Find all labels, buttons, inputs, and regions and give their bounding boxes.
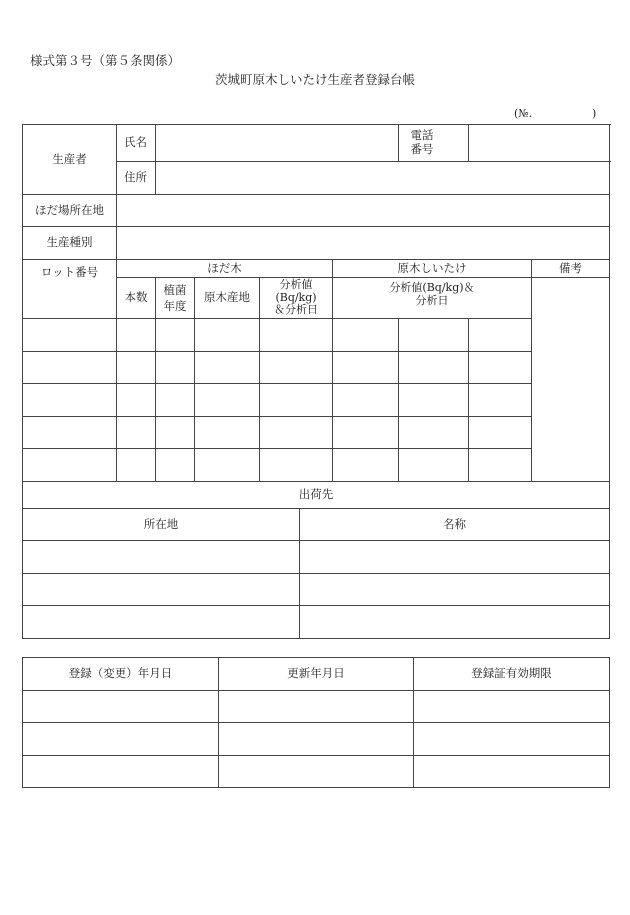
analysis-cell[interactable]	[260, 352, 333, 384]
shiitake-cell[interactable]	[399, 384, 469, 417]
lot-cell[interactable]	[23, 449, 117, 482]
shipping-location-cell[interactable]	[23, 606, 300, 639]
name-field[interactable]	[156, 125, 399, 162]
shiitake-cell[interactable]	[469, 352, 532, 384]
count-cell[interactable]	[117, 352, 156, 384]
lot-cell[interactable]	[23, 417, 117, 449]
year-cell[interactable]	[156, 319, 195, 352]
analysis-label-genboku-text: 分析値(Bq/kg)＆分析日	[389, 281, 475, 307]
shiitake-cell[interactable]	[469, 319, 532, 352]
analysis-label-hodagi	[260, 278, 333, 319]
shiitake-cell[interactable]	[333, 319, 399, 352]
table-row	[23, 352, 610, 384]
shipping-table	[22, 481, 610, 639]
registration-date-cell[interactable]	[23, 691, 219, 723]
table-row	[23, 541, 610, 574]
count-cell[interactable]	[117, 449, 156, 482]
phone-field[interactable]	[469, 125, 610, 162]
origin-cell[interactable]	[195, 417, 260, 449]
count-label: 本数	[117, 278, 156, 319]
year-cell[interactable]	[156, 417, 195, 449]
producer-register-table	[22, 124, 610, 482]
phone-label	[399, 125, 469, 162]
shipping-name-label: 名称	[300, 509, 610, 541]
number-close: )	[592, 107, 597, 120]
year-cell[interactable]	[156, 384, 195, 417]
phone-label-text: 電話番号	[410, 128, 434, 156]
lot-cell[interactable]	[23, 384, 117, 417]
shipping-location-cell[interactable]	[23, 541, 300, 574]
registration-date-cell[interactable]	[23, 756, 219, 788]
analysis-cell[interactable]	[260, 449, 333, 482]
shipping-location-label: 所在地	[23, 509, 300, 541]
origin-cell[interactable]	[195, 319, 260, 352]
renewal-date-cell[interactable]	[219, 756, 414, 788]
table-row	[23, 319, 610, 352]
analysis-label-genboku	[333, 278, 532, 319]
production-type-label: 生産種別	[23, 227, 117, 260]
table-row	[23, 723, 610, 756]
count-cell[interactable]	[117, 384, 156, 417]
renewal-date-cell[interactable]	[219, 723, 414, 756]
page-title: 茨城町原木しいたけ生産者登録台帳	[214, 72, 415, 87]
table-row	[23, 606, 610, 639]
genboku-header: 原木しいたけ	[333, 260, 532, 278]
table-row	[23, 417, 610, 449]
shiitake-cell[interactable]	[333, 352, 399, 384]
number-open: (№.	[514, 107, 533, 120]
count-cell[interactable]	[117, 417, 156, 449]
table-row	[23, 691, 610, 723]
registration-date-cell[interactable]	[23, 723, 219, 756]
shiitake-cell[interactable]	[469, 449, 532, 482]
address-field[interactable]	[156, 162, 610, 195]
origin-cell[interactable]	[195, 449, 260, 482]
table-row	[23, 574, 610, 606]
origin-cell[interactable]	[195, 352, 260, 384]
analysis-cell[interactable]	[260, 384, 333, 417]
shipping-name-cell[interactable]	[300, 574, 610, 606]
inoculation-year-label-text: 植菌年度	[163, 282, 187, 313]
shiitake-cell[interactable]	[399, 352, 469, 384]
table-row	[23, 756, 610, 788]
lot-cell[interactable]	[23, 352, 117, 384]
expiry-cell[interactable]	[414, 723, 610, 756]
shiitake-cell[interactable]	[333, 417, 399, 449]
form-number: 様式第３号（第５条関係）	[30, 53, 181, 68]
name-label: 氏名	[117, 125, 156, 162]
hodaba-field[interactable]	[117, 195, 610, 227]
registration-date-label: 登録（変更）年月日	[23, 658, 219, 691]
shiitake-cell[interactable]	[399, 449, 469, 482]
shiitake-cell[interactable]	[469, 417, 532, 449]
year-cell[interactable]	[156, 352, 195, 384]
count-cell[interactable]	[117, 319, 156, 352]
shiitake-cell[interactable]	[469, 384, 532, 417]
expiry-cell[interactable]	[414, 756, 610, 788]
expiry-cell[interactable]	[414, 691, 610, 723]
shipping-name-cell[interactable]	[300, 541, 610, 574]
producer-label: 生産者	[23, 125, 117, 195]
address-label: 住所	[117, 162, 156, 195]
analysis-cell[interactable]	[260, 319, 333, 352]
renewal-date-label: 更新年月日	[219, 658, 414, 691]
table-row	[23, 449, 610, 482]
shipping-header: 出荷先	[23, 482, 610, 509]
inoculation-year-label	[156, 278, 195, 319]
shiitake-cell[interactable]	[333, 384, 399, 417]
hodaba-label: ほだ場所在地	[23, 195, 117, 227]
year-cell[interactable]	[156, 449, 195, 482]
shiitake-cell[interactable]	[399, 417, 469, 449]
renewal-date-cell[interactable]	[219, 691, 414, 723]
analysis-label-hodagi-text: 分析値(Bq/kg)＆分析日	[274, 278, 318, 317]
origin-label: 原木産地	[195, 278, 260, 319]
shiitake-cell[interactable]	[399, 319, 469, 352]
expiry-label: 登録証有効期限	[414, 658, 610, 691]
lot-cell[interactable]	[23, 319, 117, 352]
analysis-cell[interactable]	[260, 417, 333, 449]
registration-table	[22, 657, 610, 788]
production-type-field[interactable]	[117, 227, 610, 260]
registration-number	[514, 107, 604, 120]
remarks-field[interactable]	[532, 278, 610, 482]
lot-number-label: ロット番号	[23, 260, 117, 319]
shipping-location-cell[interactable]	[23, 574, 300, 606]
hodagi-header: ほだ木	[117, 260, 333, 278]
origin-cell[interactable]	[195, 384, 260, 417]
table-row	[23, 384, 610, 417]
shipping-name-cell[interactable]	[300, 606, 610, 639]
remarks-header: 備考	[532, 260, 610, 278]
shiitake-cell[interactable]	[333, 449, 399, 482]
